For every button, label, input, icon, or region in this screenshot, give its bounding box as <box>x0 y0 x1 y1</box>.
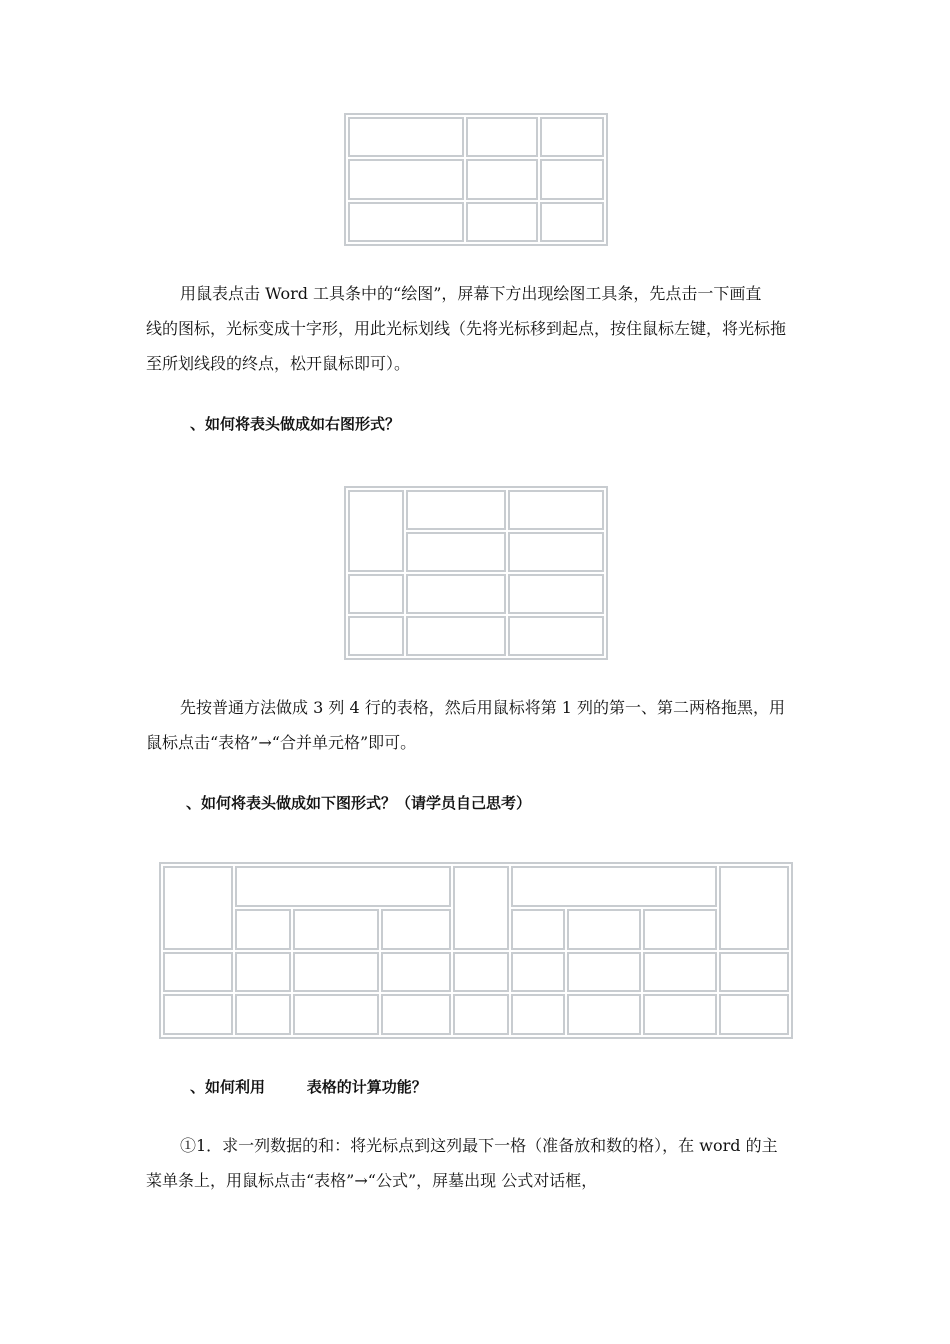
table-row <box>348 490 604 530</box>
table-cell <box>643 952 717 993</box>
table-cell <box>235 952 291 993</box>
table-cell <box>406 574 506 614</box>
text-line: ①1．求一列数据的和：将光标点到这列最下一格（准备放和数的格），在 word 的主 <box>180 1136 778 1155</box>
text-line: 线的图标，光标变成十字形，用此光标划线（先将光标移到起点，按住鼠标左键，将光标拖 <box>146 319 787 338</box>
table-cell <box>235 994 291 1035</box>
table-cell <box>406 490 506 530</box>
table-cell <box>643 909 717 950</box>
table-cell <box>381 909 451 950</box>
table-row <box>348 117 604 157</box>
table-cell <box>466 159 538 199</box>
table-cell <box>511 909 565 950</box>
table-cell <box>163 952 233 993</box>
table-cell <box>466 202 538 242</box>
table-cell <box>406 532 506 572</box>
table-cell <box>719 952 789 993</box>
table-row <box>348 574 604 614</box>
section-heading: 、如何将表头做成如右图形式？ <box>190 415 401 433</box>
table-cell <box>540 159 604 199</box>
table-cell <box>348 574 404 614</box>
merged-cell <box>453 866 509 950</box>
merged-cell <box>163 866 233 950</box>
example-table-2 <box>344 486 608 660</box>
table-cell <box>508 574 604 614</box>
table-cell <box>567 909 641 950</box>
table-cell <box>406 616 506 656</box>
table-cell <box>453 994 509 1035</box>
table-cell <box>508 616 604 656</box>
paragraph-merge-cells <box>146 690 814 760</box>
merged-cell <box>719 866 789 950</box>
table-row <box>163 994 789 1035</box>
table-row <box>348 202 604 242</box>
text-line: 用鼠表点击 Word 工具条中的“绘图”，屏幕下方出现绘图工具条，先点击一下画直 <box>180 284 762 303</box>
text-line: 先按普通方法做成 3 列 4 行的表格，然后用鼠标将第 1 列的第一、第二两格拖黑，用 <box>180 698 786 717</box>
table-cell <box>293 994 379 1035</box>
table-cell <box>235 909 291 950</box>
table-cell <box>381 952 451 993</box>
table-cell <box>348 616 404 656</box>
table-cell <box>466 117 538 157</box>
paragraph-formula <box>146 1128 814 1198</box>
table-row <box>348 616 604 656</box>
merged-cell <box>235 866 451 907</box>
table-cell <box>348 117 464 157</box>
table-cell <box>567 994 641 1035</box>
table-cell <box>643 994 717 1035</box>
merged-cell <box>348 490 404 572</box>
table-cell <box>511 952 565 993</box>
table-cell <box>453 952 509 993</box>
table-cell <box>540 202 604 242</box>
table-cell <box>293 909 379 950</box>
example-table-3 <box>159 862 793 1039</box>
table-cell <box>540 117 604 157</box>
table-cell <box>348 159 464 199</box>
table-cell <box>293 952 379 993</box>
table-cell <box>567 952 641 993</box>
merged-cell <box>511 866 717 907</box>
table-cell <box>381 994 451 1035</box>
table-row <box>163 952 789 993</box>
text-line: 至所划线段的终点，松开鼠标即可）。 <box>146 354 411 373</box>
table-cell <box>508 490 604 530</box>
text-line: 鼠标点击“表格”→“合并单元格”即可。 <box>146 733 417 752</box>
section-heading: 、如何利用 表格的计算功能？ <box>190 1078 427 1096</box>
table-cell <box>348 202 464 242</box>
section-heading: 、如何将表头做成如下图形式？（请学员自己思考） <box>186 794 532 812</box>
example-table-1 <box>344 113 608 246</box>
table-row <box>348 159 604 199</box>
table-cell <box>511 994 565 1035</box>
table-cell <box>163 994 233 1035</box>
table-row <box>163 866 789 907</box>
paragraph-draw-line <box>146 276 814 381</box>
text-line: 菜单条上，用鼠标点击“表格”→“公式”，屏墓出现 公式对话框， <box>146 1171 598 1190</box>
table-cell <box>719 994 789 1035</box>
table-cell <box>508 532 604 572</box>
